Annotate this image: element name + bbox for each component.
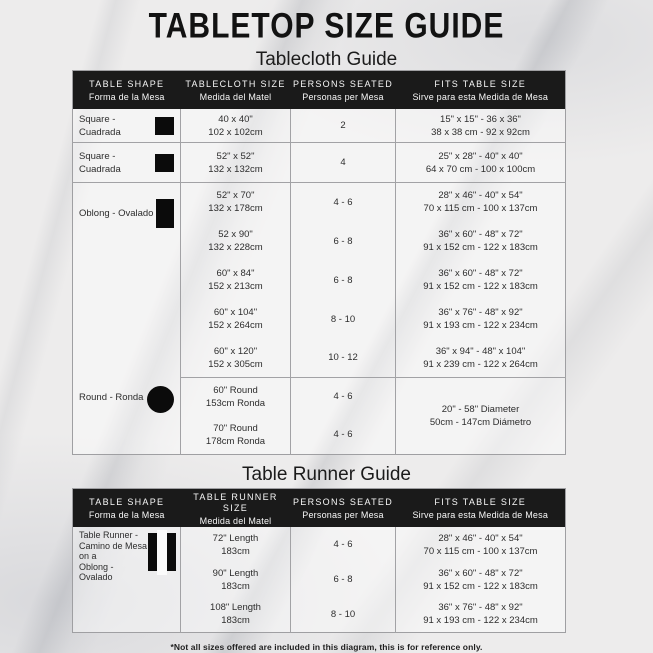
persons-cell: 4 - 6 [291,378,396,416]
shape-label-line: Table Runner - [79,530,139,540]
table-runner-guide-heading: Table Runner Guide [242,464,411,485]
size-cell [181,222,291,261]
size-line: 152 x 264cm [208,320,263,331]
header-tablecloth-size-en: TABLECLOTH SIZE [185,79,286,89]
header-persons-seated-en: PERSONS SEATED [292,497,394,507]
fits-line: 36" x 76" - 48" x 92" [438,602,523,614]
header-table-shape-en: TABLE SHAPE [89,497,165,507]
fits-line: 50cm - 147cm Diámetro [429,417,532,428]
fits-cell [396,143,566,183]
shape-label: Round - Ronda [79,391,144,403]
fits-line: 36" x 76" - 48" x 92" [438,307,523,318]
shape-cell-oblong [73,183,181,378]
size-cell [181,183,291,222]
shape-label: Square - Cuadrada [79,113,121,138]
fits-cell [396,339,566,378]
size-line: 90" Length [212,567,259,579]
size-line: 60" x 120" [213,345,258,357]
fits-line: 70 x 115 cm - 100 x 137cm [423,545,538,557]
size-line: 102 x 102cm [208,126,263,138]
oblong-shape-icon [156,199,174,228]
table-row [73,527,566,562]
header-table-shape-en: TABLE SHAPE [89,79,165,89]
fits-line: 15" x 15" - 36 x 36" [440,113,521,125]
fits-line: 91 x 152 cm - 122 x 183cm [423,242,538,253]
fits-cell [396,183,566,222]
size-line: 132 x 228cm [208,242,263,253]
fits-line: 91 x 152 cm - 122 x 183cm [423,580,538,592]
size-line: 132 x 132cm [208,163,263,175]
table-row [73,143,566,183]
fits-line: 91 x 193 cm - 122 x 234cm [423,615,538,627]
table-row [73,109,566,143]
table-row [73,183,566,222]
header-persons-seated-en: PERSONS SEATED [292,79,394,89]
size-line: 72" Length [212,532,259,544]
persons-cell: 4 - 6 [291,416,396,455]
size-line: 152 x 213cm [208,281,263,292]
persons-cell: 8 - 10 [291,300,396,339]
size-line: 132 x 178cm [208,203,263,215]
size-cell [181,261,291,300]
size-line: 183cm [221,545,250,557]
fits-line: 28" x 46" - 40" x 54" [438,190,523,202]
header-fits-table-size-en: FITS TABLE SIZE [434,79,527,89]
size-line: 70" Round [213,422,258,434]
tablecloth-table [72,70,566,455]
size-line: 183cm [221,615,250,627]
fits-cell [396,527,566,562]
persons-cell: 6 - 8 [291,562,396,597]
header-persons-seated-es: Personas per Mesa [302,92,384,102]
persons-cell: 6 - 8 [291,261,396,300]
size-cell [181,339,291,378]
fits-line: 36" x 60" - 48" x 72" [438,229,523,240]
header-persons-seated [291,489,396,528]
table-runner-table [72,488,566,633]
header-tablecloth-size-es: Medida del Matel [199,92,272,102]
size-cell [181,109,291,143]
fits-line: 64 x 70 cm - 100 x 100cm [425,163,536,175]
size-line: 60" x 84" [216,268,255,279]
fits-line: 25" x 28" - 40" x 40" [438,150,523,162]
shape-label-line: Camino de Mesa [79,540,148,551]
header-fits-table-size [396,71,566,110]
header-fits-table-size-es: Sirve para esta Medida de Mesa [412,510,549,520]
fits-line: 38 x 38 cm - 92 x 92cm [431,126,530,138]
page-title: TABLETOP SIZE GUIDE [148,6,505,46]
fits-cell [396,109,566,143]
fits-line: 91 x 193 cm - 122 x 234cm [423,320,538,331]
tablecloth-header-row [73,71,566,110]
header-persons-seated [291,71,396,110]
runner-header-row [73,489,566,528]
header-table-runner-size-en: TABLE RUNNER SIZE [193,491,278,513]
size-line: 52" x 52" [216,150,255,162]
shape-label-line: Oblong - Ovalado [79,561,114,582]
title-wrap [0,0,653,44]
tablecloth-guide-heading: Tablecloth Guide [255,49,398,70]
header-table-shape [73,489,181,528]
shape-label: Oblong - Ovalado [79,207,154,219]
table-row [73,378,566,416]
persons-cell: 2 [291,109,396,143]
size-cell [181,416,291,455]
size-line: 108" Length [210,602,261,614]
size-line: 52" x 70" [216,190,255,202]
square-shape-icon [155,117,174,135]
size-cell [181,300,291,339]
fits-line: 36" x 94" - 48" x 104" [435,345,526,357]
header-table-shape-es: Forma de la Mesa [88,510,165,520]
shape-cell-runner [73,527,181,632]
fits-cell [396,597,566,632]
size-line: 60" Round [213,384,258,396]
persons-cell: 4 - 6 [291,527,396,562]
footnote: *Not all sizes offered are included in this diagram, this is for reference only. [170,641,483,652]
persons-cell: 8 - 10 [291,597,396,632]
header-table-shape-es: Forma de la Mesa [88,92,165,102]
shape-label: Square - Cuadrada [79,150,121,175]
fits-line: 91 x 152 cm - 122 x 183cm [423,281,538,292]
size-line: 153cm Ronda [205,397,266,409]
fits-cell [396,222,566,261]
size-line: 183cm [221,580,250,592]
size-line: 52 x 90" [218,229,253,240]
shape-label-line: on a [79,551,97,561]
fits-cell [396,300,566,339]
fits-line: 20" - 58" Diameter [441,404,520,415]
fits-cell [396,562,566,597]
header-fits-table-size-en: FITS TABLE SIZE [434,497,527,507]
table-runner-shape-icon [148,530,176,575]
header-tablecloth-size [181,71,291,110]
persons-cell: 4 - 6 [291,183,396,222]
fits-cell-merged [396,378,566,455]
fits-line: 36" x 60" - 48" x 72" [438,567,523,579]
size-cell [181,143,291,183]
shape-cell [73,109,181,143]
size-line: 40 x 40" [218,113,253,125]
round-shape-icon [147,386,174,413]
fits-line: 91 x 239 cm - 122 x 264cm [423,358,538,370]
shape-cell [73,143,181,183]
size-cell [181,597,291,632]
persons-cell: 6 - 8 [291,222,396,261]
header-fits-table-size-es: Sirve para esta Medida de Mesa [412,92,549,102]
square-shape-icon [155,154,174,172]
size-line: 152 x 305cm [208,358,263,370]
header-table-runner-size-es: Medida del Matel [199,515,272,526]
size-cell [181,562,291,597]
size-line: 60" x 104" [213,307,258,318]
header-table-shape [73,71,181,110]
fits-cell [396,261,566,300]
header-table-runner-size [181,489,291,528]
size-cell [181,378,291,416]
fits-line: 28" x 46" - 40" x 54" [438,532,523,544]
persons-cell: 10 - 12 [291,339,396,378]
shape-cell-round [73,378,181,455]
size-line: 178cm Ronda [205,435,266,447]
fits-line: 36" x 60" - 48" x 72" [438,268,523,279]
size-cell [181,527,291,562]
header-persons-seated-es: Personas per Mesa [302,510,384,520]
persons-cell: 4 [291,143,396,183]
fits-line: 70 x 115 cm - 100 x 137cm [423,203,538,215]
shape-label [79,530,148,583]
header-fits-table-size [396,489,566,528]
